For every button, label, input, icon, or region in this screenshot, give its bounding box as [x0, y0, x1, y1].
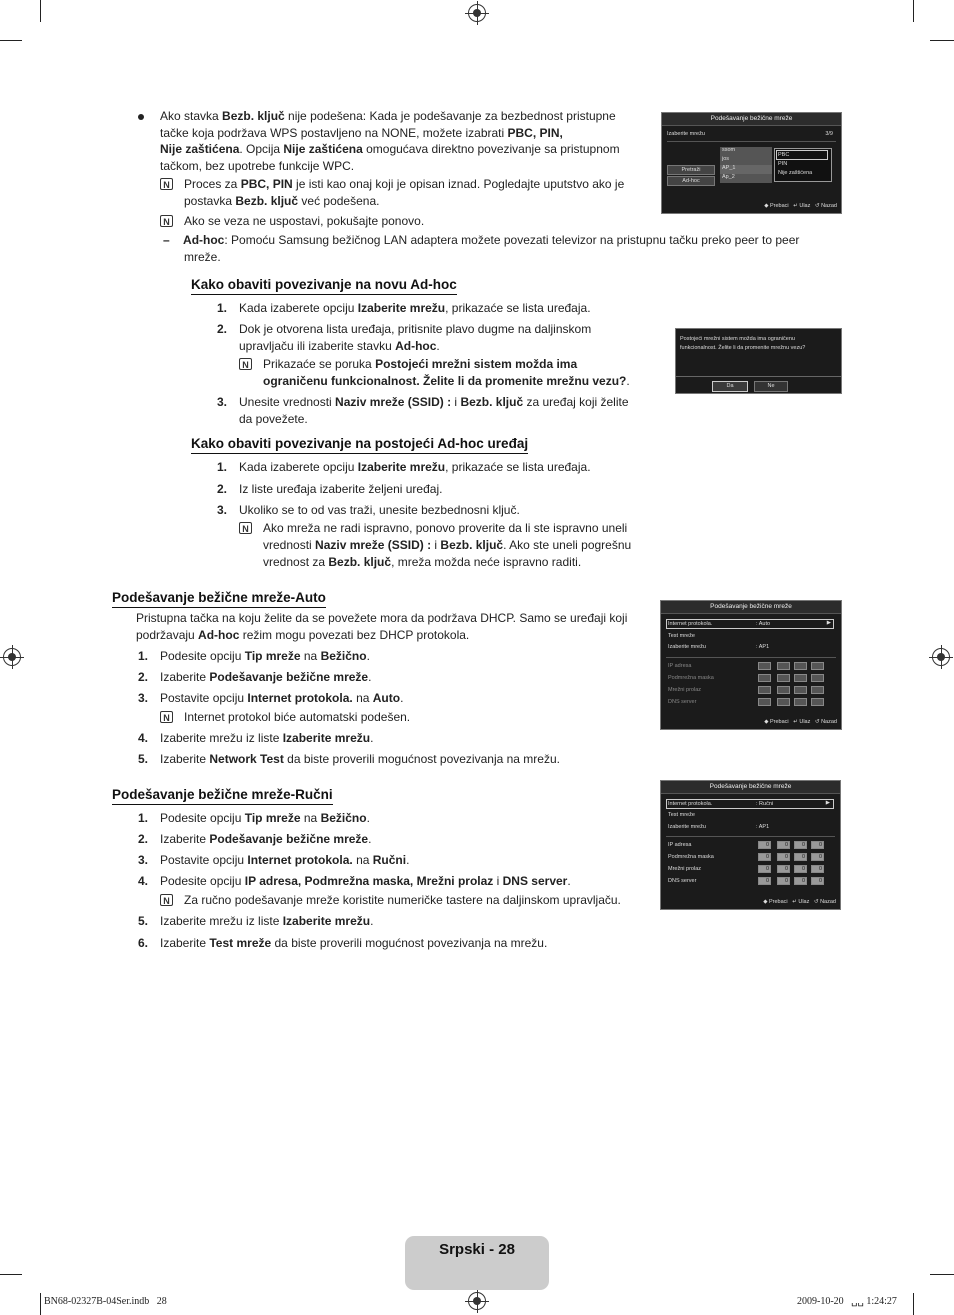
- section-heading: Kako obaviti povezivanje na postojeći Ad-hoc uređaj: [191, 436, 528, 454]
- step-text: Ukoliko se to od vas traži, unesite bezbednosni ključ.: [239, 503, 520, 517]
- crop-mark: [0, 40, 22, 41]
- ip-octet[interactable]: 0: [758, 841, 771, 849]
- step-text: Kada izaberete opciju Izaberite mrežu, prikazaće se lista uređaja.: [239, 460, 591, 474]
- step-number: 4.: [138, 731, 149, 745]
- step-text: Podesite opciju Tip mreže na Bežično.: [160, 649, 370, 663]
- step-number: 1.: [138, 649, 149, 663]
- file-info: BN68-02327B-04Ser.indb 28: [44, 1296, 167, 1307]
- step-number: 5.: [138, 914, 149, 928]
- option-pin[interactable]: PIN: [778, 161, 788, 167]
- dns-server-row[interactable]: DNS server: [668, 878, 697, 884]
- step-text: Dok je otvorena lista uređaja, pritisnite plavo dugme na daljinskom: [239, 322, 592, 336]
- step-text: da povežete.: [239, 412, 308, 426]
- dash-item: mreže.: [184, 250, 221, 264]
- step-number: 4.: [138, 874, 149, 888]
- arrow-right-icon: ▶: [825, 800, 830, 806]
- crop-mark: [40, 0, 41, 22]
- crop-mark: [930, 1274, 954, 1275]
- bullet-line: tačkom, bez upotrebe funkcije WPC.: [160, 159, 355, 173]
- bullet-icon: [138, 114, 144, 120]
- select-network-row[interactable]: Izaberite mrežu: [668, 644, 706, 650]
- ip-address-row: IP adresa: [668, 663, 692, 669]
- ip-octet[interactable]: 0: [794, 841, 807, 849]
- note-icon: N: [160, 894, 173, 906]
- ip-octet[interactable]: 0: [758, 877, 771, 885]
- note-icon: N: [239, 522, 252, 534]
- screen-count: 3/9: [825, 131, 833, 137]
- note-line: Proces za PBC, PIN je isti kao onaj koji je opisan iznad. Pogledajte uputstvo ako je: [184, 177, 625, 191]
- tv-screen-select-network: [661, 112, 842, 214]
- ip-octet[interactable]: 0: [777, 841, 790, 849]
- dash-item: – Ad-hoc: Pomoću Samsung bežičnog LAN adaptera možete povezati televizor na pristupnu tačku preko peer to peer: [163, 233, 800, 247]
- ip-octet[interactable]: 0: [811, 865, 824, 873]
- paragraph: Pristupna tačka na koju želite da se povežete mora da podržava DHCP. Samo se uređaji koji: [136, 611, 628, 625]
- test-network-row[interactable]: Test mreže: [668, 812, 695, 818]
- ip-protocol-value: : Ručni: [756, 801, 774, 807]
- select-network-value: : AP1: [756, 644, 770, 650]
- step-text: Postavite opciju Internet protokola. na Auto.: [160, 691, 404, 705]
- note-line: Internet protokol biće automatski podešen.: [184, 710, 411, 724]
- ip-octet[interactable]: 0: [811, 841, 824, 849]
- ip-octet[interactable]: 0: [794, 865, 807, 873]
- step-number: 2.: [217, 322, 228, 336]
- paragraph: podržavaju Ad-hoc režim mogu povezati bez DHCP protokola.: [136, 628, 470, 642]
- registration-mark-icon: [3, 648, 21, 666]
- note-line: Prikazaće se poruka Postojeći mrežni sistem možda ima: [263, 357, 578, 371]
- ip-protocol-row[interactable]: Internet protokola.: [668, 621, 713, 627]
- ip-octet[interactable]: 0: [794, 877, 807, 885]
- section-heading: Kako obaviti povezivanje na novu Ad-hoc: [191, 277, 457, 295]
- step-text: Podesite opciju Tip mreže na Bežično.: [160, 811, 370, 825]
- screen-title: Podešavanje bežične mreže: [661, 781, 840, 794]
- step-text: upravljaču ili izaberite stavku Ad-hoc.: [239, 339, 440, 353]
- ip-octet[interactable]: 0: [777, 865, 790, 873]
- list-item[interactable]: jos: [720, 156, 772, 165]
- note-icon: N: [239, 358, 252, 370]
- step-text: Unesite vrednosti Naziv mreže (SSID) : i Bezb. ključ za uređaj koji želite: [239, 395, 629, 409]
- section-heading: Podešavanje bežične mreže-Ručni: [112, 787, 333, 805]
- ip-octet[interactable]: 0: [777, 877, 790, 885]
- crop-mark: [913, 1293, 914, 1315]
- option-unsecured[interactable]: Nije zaštićena: [778, 170, 813, 176]
- ip-protocol-row[interactable]: Internet protokola.: [668, 801, 713, 807]
- list-item[interactable]: AP_1: [720, 165, 772, 174]
- tv-screen-wireless-auto: [660, 600, 842, 730]
- bullet-line: Nije zaštićena. Opcija Nije zaštićena omogućava direktno povezivanje sa pristupnom: [160, 142, 620, 156]
- option-pbc[interactable]: PBC: [778, 152, 790, 158]
- ip-address-row[interactable]: IP adresa: [668, 842, 692, 848]
- screen-title: Podešavanje bežične mreže: [662, 113, 841, 126]
- dns-server-row: DNS server: [668, 699, 697, 705]
- select-network-row[interactable]: Izaberite mrežu: [668, 824, 706, 830]
- dialog-message: Postojeći mrežni sistem možda ima ograničenu: [680, 336, 795, 342]
- ip-octet[interactable]: 0: [777, 853, 790, 861]
- step-number: 5.: [138, 752, 149, 766]
- step-number: 6.: [138, 936, 149, 950]
- gateway-row[interactable]: Mrežni prolaz: [668, 866, 702, 872]
- note-line: Ako se veza ne uspostavi, pokušajte ponovo.: [184, 214, 425, 228]
- step-number: 1.: [217, 301, 228, 315]
- registration-mark-icon: [468, 4, 486, 22]
- gateway-row: Mrežni prolaz: [668, 687, 702, 693]
- bullet-line: tačke koja podržava WPS postavljeno na NONE, možete izabrati PBC, PIN,: [160, 126, 563, 140]
- dialog-message: funkcionalnost. Želite li da promenite mrežnu vezu?: [680, 345, 806, 351]
- bullet-line: Ako stavka Bezb. ključ nije podešena: Kada je podešavanje za bezbednost pristupne: [160, 109, 616, 123]
- ip-octet[interactable]: 0: [758, 865, 771, 873]
- step-text: Izaberite Network Test da biste proverili mogućnost povezivanja na mrežu.: [160, 752, 560, 766]
- screen-title: Podešavanje bežične mreže: [661, 601, 841, 614]
- screen-footer: ◆ Prebaci ↵ Ulaz ↺ Nazad: [763, 899, 836, 905]
- screen-footer: ◆ Prebaci ↵ Ulaz ↺ Nazad: [764, 719, 837, 725]
- step-text: Izaberite Test mreže da biste proverili mogućnost povezivanja na mrežu.: [160, 936, 548, 950]
- note-line: vrednosti Naziv mreže (SSID) : i Bezb. ključ. Ako ste uneli pogrešnu: [263, 538, 632, 552]
- screen-label: Izaberite mrežu: [667, 131, 705, 137]
- crop-mark: [0, 1274, 22, 1275]
- step-number: 2.: [217, 482, 228, 496]
- subnet-mask-row[interactable]: Podmrežna maska: [668, 854, 714, 860]
- ip-protocol-value: : Auto: [756, 621, 771, 627]
- section-heading: Podešavanje bežične mreže-Auto: [112, 590, 326, 608]
- note-line: vrednost za Bezb. ključ, mreža možda neće ispravno raditi.: [263, 555, 582, 569]
- ip-octet[interactable]: 0: [758, 853, 771, 861]
- note-icon: N: [160, 711, 173, 723]
- no-button[interactable]: Ne: [754, 381, 788, 392]
- ip-octet[interactable]: 0: [811, 853, 824, 861]
- step-number: 3.: [138, 691, 149, 705]
- note-line: Za ručno podešavanje mreže koristite numeričke tastere na daljinskom upravljaču.: [184, 893, 621, 907]
- step-text: Kada izaberete opciju Izaberite mrežu, prikazaće se lista uređaja.: [239, 301, 591, 315]
- step-text: Iz liste uređaja izaberite željeni uređaj.: [239, 482, 443, 496]
- list-item[interactable]: ssom: [720, 147, 772, 156]
- step-number: 2.: [138, 670, 149, 684]
- step-number: 3.: [217, 503, 228, 517]
- page-number: Srpski - 28: [439, 1241, 515, 1258]
- subnet-mask-row: Podmrežna maska: [668, 675, 714, 681]
- print-date: 2009-10-20 ␣␣ 1:24:27: [797, 1296, 897, 1307]
- step-text: Izaberite mrežu iz liste Izaberite mrežu.: [160, 914, 374, 928]
- ip-octet[interactable]: 0: [811, 877, 824, 885]
- crop-mark: [40, 1293, 41, 1315]
- screen-footer: ◆ Prebaci ↵ Ulaz ↺ Nazad: [764, 203, 837, 209]
- registration-mark-icon: [468, 1292, 486, 1310]
- step-text: Izaberite mrežu iz liste Izaberite mrežu.: [160, 731, 374, 745]
- step-text: Postavite opciju Internet protokola. na Ručni.: [160, 853, 410, 867]
- step-text: Izaberite Podešavanje bežične mreže.: [160, 670, 372, 684]
- crop-mark: [930, 40, 954, 41]
- note-line: Ako mreža ne radi ispravno, ponovo proverite da li ste ispravno uneli: [263, 521, 628, 535]
- step-number: 3.: [138, 853, 149, 867]
- crop-mark: [913, 0, 914, 22]
- step-number: 3.: [217, 395, 228, 409]
- registration-mark-icon: [932, 648, 950, 666]
- step-number: 2.: [138, 832, 149, 846]
- arrow-right-icon: ▶: [826, 620, 831, 626]
- step-number: 1.: [138, 811, 149, 825]
- note-icon: N: [160, 215, 173, 227]
- adhoc-button[interactable]: Ad-hoc: [667, 176, 715, 186]
- tv-screen-confirm-dialog: [675, 328, 842, 394]
- tv-screen-wireless-manual: [660, 780, 841, 910]
- step-text: Podesite opciju IP adresa, Podmrežna maska, Mrežni prolaz i DNS server.: [160, 874, 571, 888]
- yes-button[interactable]: Da: [712, 381, 748, 392]
- list-item[interactable]: Ap_2: [720, 174, 772, 183]
- step-number: 1.: [217, 460, 228, 474]
- note-line: ograničenu funkcionalnost. Želite li da promenite mrežnu vezu?.: [263, 374, 630, 388]
- search-button[interactable]: Pretraži: [667, 165, 715, 175]
- step-text: Izaberite Podešavanje bežične mreže.: [160, 832, 372, 846]
- select-network-value: : AP1: [756, 824, 770, 830]
- ip-octet[interactable]: 0: [794, 853, 807, 861]
- note-icon: N: [160, 178, 173, 190]
- test-network-row[interactable]: Test mreže: [668, 633, 695, 639]
- note-line: postavka Bezb. ključ već podešena.: [184, 194, 380, 208]
